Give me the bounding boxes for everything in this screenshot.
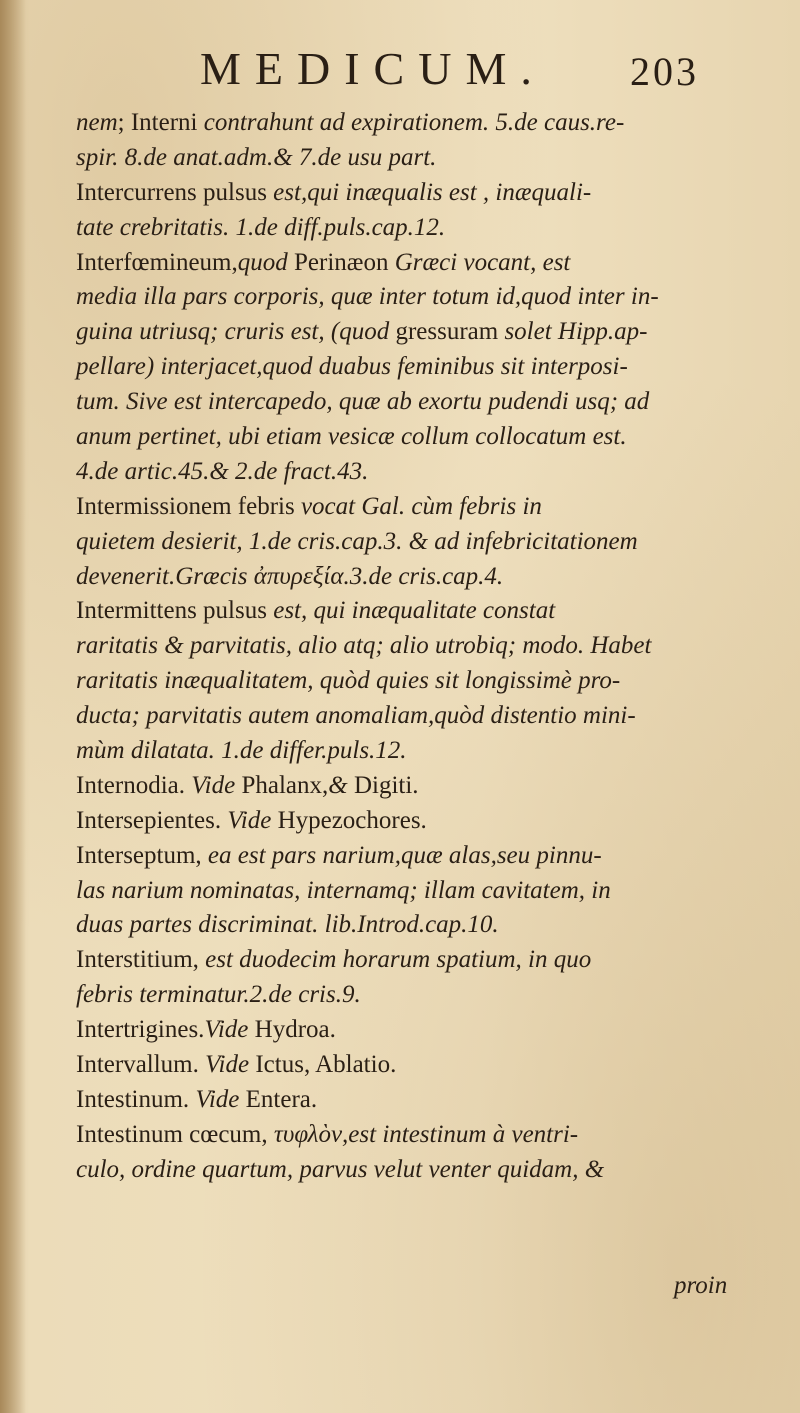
text-segment: Intertrigines. [76, 1016, 205, 1044]
text-segment: guina utriusq; cruris est, (quod [76, 318, 396, 346]
text-segment: pellare) interjacet,quod duabus feminibus sit interposi- [76, 353, 628, 381]
text-segment: febris terminatur.2.de cris.9. [76, 981, 361, 1009]
text-line [76, 1048, 766, 1083]
text-segment: devenerit.Græcis ἀπυρεξία.3.de cris.cap.4. [76, 562, 504, 590]
catchword: proin [674, 1272, 728, 1299]
text-line [76, 350, 766, 385]
text-segment: quod [237, 248, 295, 276]
body-text [76, 106, 766, 1188]
text-segment: Ictus, Ablatio. [255, 1051, 397, 1079]
running-head: MEDICUM. [200, 43, 546, 94]
text-segment: anum pertinet, ubi etiam vesicæ collum collocatum est. [76, 423, 627, 451]
text-segment: tate crebritatis. 1.de diff.puls.cap.12. [76, 213, 446, 241]
text-line [76, 1083, 766, 1118]
text-segment: nem [76, 109, 118, 136]
text-line [76, 943, 766, 978]
text-line [76, 385, 766, 420]
text-segment: Internodia. [76, 771, 192, 799]
text-segment: Hydroa. [254, 1016, 336, 1044]
text-line [76, 594, 766, 629]
text-segment: ducta; parvitatis autem anomaliam,quòd distentio mini- [76, 702, 636, 730]
text-line [76, 978, 766, 1013]
text-segment: Intermissionem febris [76, 492, 301, 520]
text-line [76, 874, 766, 909]
text-line [76, 629, 766, 664]
text-line [76, 734, 766, 769]
text-segment: raritatis inæqualitatem, quòd quies sit longissimè pro- [76, 667, 621, 695]
text-line [76, 455, 766, 490]
text-line [76, 1013, 766, 1048]
text-segment: las narium nominatas, internamq; illam cavitatem, in [76, 876, 611, 904]
text-line [76, 525, 766, 560]
text-segment: solet Hipp.ap- [504, 318, 648, 346]
text-line [76, 804, 766, 839]
text-line [76, 420, 766, 455]
text-segment: Vide [195, 1085, 246, 1113]
text-segment: est duodecim horarum spatium, in quo [205, 946, 592, 974]
text-line [76, 315, 766, 350]
text-segment: tum. Sive est intercapedo, quæ ab exortu pudendi usq; ad [76, 388, 650, 416]
text-segment: Interseptum, [76, 841, 208, 869]
text-segment: Vide [204, 1016, 255, 1044]
text-segment: gressuram [395, 318, 505, 346]
text-line [76, 211, 766, 246]
text-segment: Intersepientes. [76, 806, 228, 834]
text-segment: Intermittens pulsus [76, 597, 274, 625]
text-line [76, 280, 766, 315]
page-header [200, 42, 760, 102]
text-segment: Græci vocant, est [394, 248, 571, 276]
text-segment: 4.de artic.45.& 2.de fract.43. [76, 457, 369, 485]
text-segment: τυφλὸν,est intestinum à ventri- [273, 1120, 579, 1148]
text-segment: duas partes discriminat. lib.Introd.cap.10. [76, 911, 499, 939]
text-segment: Intestinum. [76, 1085, 196, 1113]
text-line [76, 908, 766, 943]
text-line [76, 560, 766, 595]
text-line [76, 839, 766, 874]
text-segment: Hypezochores. [277, 806, 427, 834]
text-segment: Interfœmineum, [76, 248, 238, 276]
text-segment: spir. 8.de anat.adm.& 7.de usu part. [76, 143, 437, 171]
text-segment: mùm dilatata. 1.de differ.puls.12. [76, 737, 407, 765]
text-line [76, 1118, 766, 1153]
text-line [76, 769, 766, 804]
text-segment: Digiti. [353, 771, 419, 799]
text-line [76, 246, 766, 281]
text-segment: Vide [205, 1051, 256, 1079]
text-segment: vocat Gal. cùm febris in [300, 492, 542, 520]
text-segment: Phalanx, [241, 771, 329, 799]
page-number: 203 [630, 49, 699, 94]
text-line [76, 176, 766, 211]
text-segment: Intestinum cœcum, [76, 1120, 274, 1148]
text-segment: Interstitium, [76, 946, 206, 974]
text-segment: est, qui inæqualitate constat [273, 597, 556, 625]
text-segment: Entera. [245, 1085, 318, 1113]
text-line [76, 1153, 766, 1188]
text-segment: media illa pars corporis, quæ inter totum id,quod inter in- [76, 283, 659, 311]
text-segment: & [328, 771, 354, 799]
text-segment: Intercurrens pulsus [76, 178, 274, 206]
text-line [76, 664, 766, 699]
text-segment: quietem desierit, 1.de cris.cap.3. & ad infebricitationem [76, 527, 638, 555]
text-line [76, 699, 766, 734]
binding-gutter [0, 0, 26, 1413]
text-segment: est,qui inæqualis est , inæquali- [273, 178, 592, 206]
text-line [76, 490, 766, 525]
text-segment: Vide [227, 806, 278, 834]
text-segment: ; Interni [117, 109, 204, 136]
text-segment: Perinæon [294, 248, 395, 276]
text-segment: culo, ordine quartum, parvus velut venter quidam, & [76, 1155, 605, 1183]
text-segment: Vide [191, 771, 242, 799]
text-segment: raritatis & parvitatis, alio atq; alio utrobiq; modo. Habet [76, 632, 652, 660]
text-line [76, 106, 766, 141]
text-segment: contrahunt ad expirationem. 5.de caus.re- [203, 109, 625, 136]
text-segment: Intervallum. [76, 1051, 206, 1079]
text-segment: ea est pars narium,quæ alas,seu pinnu- [207, 841, 602, 869]
text-line [76, 141, 766, 176]
